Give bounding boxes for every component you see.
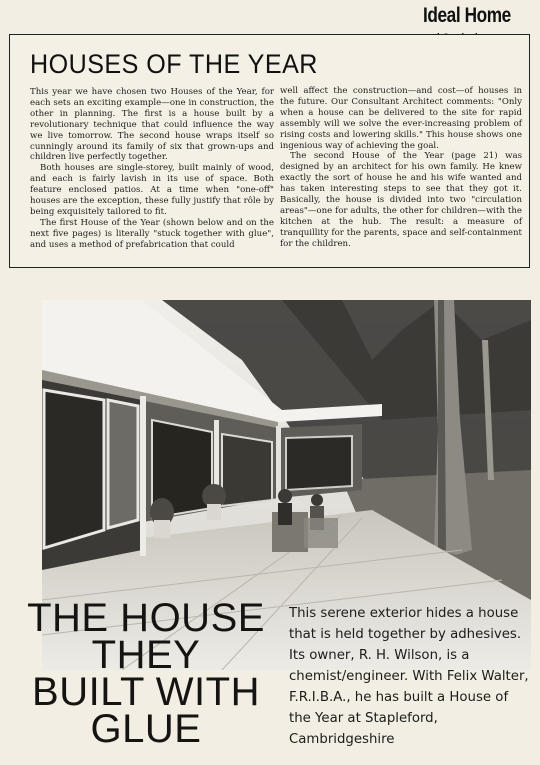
headline-line: THEY bbox=[91, 633, 201, 677]
intro-paragraph: well affect the construction—and cost—of houses in the future. Our Consultant Architect comments: "Only when a house can be delivered to the site for rapid assembly will we solve the ever-increasing problem of rising costs and lowering skills." This house shows one ingenious way of achieving the goal. bbox=[280, 86, 522, 151]
magazine-title: Ideal Home bbox=[422, 4, 511, 27]
intro-paragraph: This year we have chosen two Houses of the Year, for each sets an exciting example—one in construction, the other in planning. The first is a house built by a revolutionary technique that could influence the way we live tomorrow. The second house wraps itself so cunningly around its family of six that grown-ups and children live perfectly together. bbox=[30, 87, 274, 163]
headline bbox=[14, 596, 278, 751]
headline-line: THE HOUSE bbox=[27, 596, 265, 640]
headline-line: BUILT WITH bbox=[32, 670, 260, 714]
intro-paragraph: The second House of the Year (page 21) was designed by an architect for his own family. He knew exactly the sort of house he and his wife wanted and has taken interesting steps to see that they got it. Basically, the house is divided into two "circulation areas"—one for adults, the other for children—with the kitchen at the hub. The result: a measure of tranquillity for the parents, space and self-containment for the children. bbox=[280, 151, 522, 249]
intro-paragraph: The first House of the Year (shown below and on the next five pages) is literally "stuck together with glue", and uses a method of prefabrication that could bbox=[30, 217, 274, 250]
photo-caption: This serene exterior hides a house that is held together by adhesives. Its owner, R. H. Wilson, is a chemist/engineer. With Felix Walter, F.R.I.B.A., he has built a House of the Year at Stapleford, Cambridgeshire bbox=[289, 606, 529, 747]
intro-box bbox=[9, 34, 530, 268]
intro-column-2 bbox=[280, 86, 522, 250]
headline-line: GLUE bbox=[90, 707, 202, 751]
intro-column-1 bbox=[30, 87, 274, 251]
intro-paragraph: Both houses are single-storey, built mainly of wood, and each is fairly lavish in its use of space. Both feature enclosed patios. At a time when "one-off" houses are the exception, these fully justify that rôle by being exquisitely tailored to fit. bbox=[30, 163, 274, 217]
feature-title: HOUSES OF THE YEAR bbox=[30, 49, 318, 79]
